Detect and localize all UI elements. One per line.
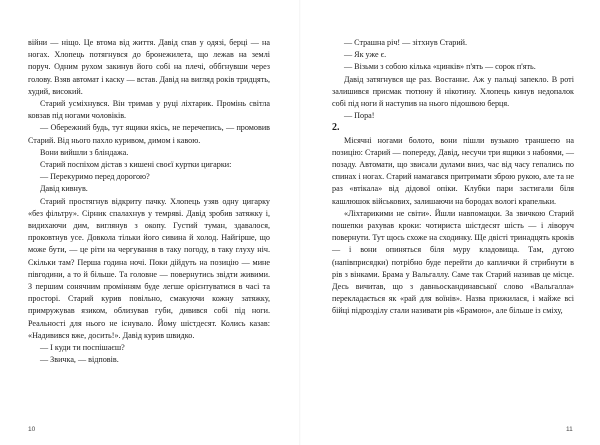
paragraph: — Візьми з собою кілька «цинків» п'ять — сорок п'ять. xyxy=(344,62,536,72)
book-gutter xyxy=(299,0,301,445)
paragraph: Давід затягнувся ще раз. Востаннє. Аж у пальці запекло. В роті залишився присмак тютюну й нікотину. Хлопець кинув недопалок собі під ноги й наступив на нього підошвою берця. xyxy=(332,74,574,109)
paragraph: Місячні ногами болото, вони пішли вузькою траншеєю на позицію: Старий — попереду, Давід, несучи три ящики з набоями, — позаду. Автомати, що звисали дулами вниз, час від часу гепались по спинах і ногах. Старий намагався притримати зброю рукою, але та не раз «втікала» від дідової опіки. Клубки пари застигали біля кашлюшок військових, залишаючи на бородах вологі крапельки. xyxy=(332,135,574,206)
paragraph: — Звичка, — відповів. xyxy=(40,355,119,365)
page-number-right: 11 xyxy=(566,426,573,433)
page-number-left: 10 xyxy=(28,426,36,433)
paragraph: — І куди ти поспішаєш? xyxy=(40,343,125,353)
right-page xyxy=(332,37,574,318)
paragraph: Старий усміхнувся. Він тримав у руці ліхтарик. Промінь світла ковзав під ногами чоловіків. xyxy=(28,99,270,121)
paragraph: — Пора! xyxy=(344,111,375,121)
paragraph: «Ліхтарикими не світи». Йшли навпомацки. За звичкою Старий пошепки рахував кроки: чотириста шістдесят шість — і ліворуч повернути. Тут щось схоже на сходинку. Ще двісті тринадцять кроків — і вони опиняться біля муру кладовища. Там, дугою (напівприсядки) потрібно буде перейти до каплички й стрибнути в рів з вінками. Брама у Вальгаллу. Саме так Старий називав це місце. Десь вичитав, що з давньоскандинавської слово «Вальгалла» перекладається як «рай для воїнів». Назва прижилася, і майже всі бійці підрозділу стали називати рів «Брамою», але більше із сміху, xyxy=(332,208,574,316)
paragraph: — Як уже є. xyxy=(344,50,387,60)
chapter-heading: 2. xyxy=(332,122,340,134)
paragraph: — Страшна річ! — зітхнув Старий. xyxy=(344,38,468,47)
paragraph: Вони вийшли з бліндажа. xyxy=(40,147,129,157)
paragraph: — Перекуримо перед дорогою? xyxy=(40,172,150,182)
paragraph: Старий простягнув відкриту пачку. Хлопець узяв одну цигарку «без фільтру». Сірник спалахнув у темряві. Давід зробив затяжку і, видихаючи дим, виглянув з окопу. Густий туман, здавалося, проковтнув усе. Довкола тільки його сивина й холод. Найгірше, що може бути, — це ріти на чергування в таку погоду, в таку глуху ніч. Скільки там? Перша година ночі. Поки дійдуть на позицію — мине півгодини, а то й більше. Та головне — повернутись звідти живими. З першим сонячним промінням буде легше орієнтуватися в часі та просторі. Старий курив повільно, смакуючи кожну затяжку, примружував язиком, облизував губи, дивився собі під ноги. Реальності для нього не існувало. Йому шістдесят. Колись казав: «Надивився вже, досить!». Давід курив швидко. xyxy=(28,196,270,340)
paragraph: — Обережний будь, тут ящики якісь, не перечепись, — промовив Старий. Від нього пахло куривом, димом і кавою. xyxy=(28,123,270,145)
paragraph: війни — ніщо. Це втома від життя. Давід спав у одязі, берці — на ногах. Хлопець потягнувся до бронежилета, що лежав на землі поруч. Одним рухом закинув його собі на плечі, оббгнувши через голову. Взяв автомат і каску — встав. Давід на вигляд років тридцять, худий, високий. xyxy=(28,38,270,96)
paragraph: Давід кивнув. xyxy=(40,184,88,194)
left-page xyxy=(28,37,270,366)
paragraph: Старий поспіхом дістав з кишені своєї куртки цигарки: xyxy=(40,160,232,170)
